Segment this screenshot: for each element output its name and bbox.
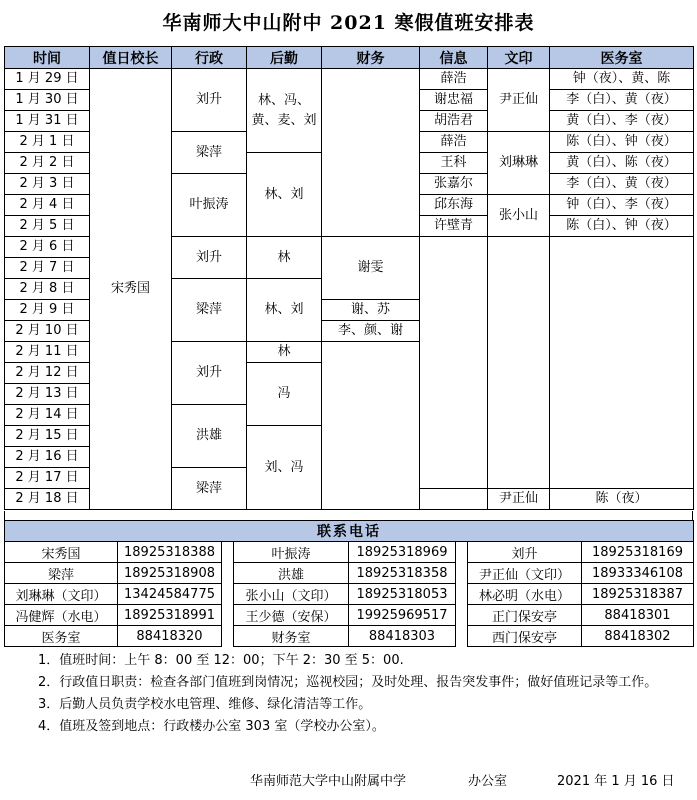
finance-cell: 谢、苏 [322,300,420,321]
finance-cell: 谢雯 [322,237,420,300]
contact-name: 西门保安亭 [468,626,582,647]
header-print: 文印 [488,47,550,69]
duty-table [4,46,694,510]
contact-row [5,542,694,563]
admin-cell: 刘升 [172,342,247,405]
medical-cell: 黄（白）、陈（夜） [550,153,694,174]
contact-name: 梁萍 [5,563,118,584]
principal-cell: 宋秀国 [90,69,172,510]
medical-cell-empty [550,237,694,489]
info-cell: 薛浩 [420,132,488,153]
date-cell: 2 月 3 日 [5,174,90,195]
print-cell: 尹正仙 [488,69,550,132]
logistics-cell: 林、刘 [247,279,322,342]
contact-name: 张小山（文印） [234,584,349,605]
page-title: 华南师大中山附中 2021 寒假值班安排表 [162,12,535,34]
date-cell: 2 月 15 日 [5,426,90,447]
date-cell: 2 月 4 日 [5,195,90,216]
contact-phone: 18925318387 [582,584,694,605]
contact-row [5,563,694,584]
date-cell: 2 月 14 日 [5,405,90,426]
date-cell: 1 月 31 日 [5,111,90,132]
contact-phone: 88418302 [582,626,694,647]
table-row [5,69,694,90]
info-cell: 王科 [420,153,488,174]
header-info: 信息 [420,47,488,69]
admin-cell: 叶振涛 [172,174,247,237]
print-cell: 刘琳琳 [488,132,550,195]
column-separator [222,584,234,605]
logistics-cell: 刘、冯 [247,426,322,510]
date-cell: 2 月 11 日 [5,342,90,363]
medical-cell: 黄（白）、李（夜） [550,111,694,132]
header-finance: 财务 [322,47,420,69]
footer-dept: 办公室 [468,774,508,789]
date-cell: 2 月 18 日 [5,489,90,510]
print-cell: 张小山 [488,195,550,237]
footer-org: 华南师范大学中山附属中学 [250,774,407,789]
contact-phone: 18925318991 [118,605,222,626]
note-item: 2．行政值日职责：检查各部门值班到岗情况；巡视校园；及时处理、报告突发事件；做好值班记录等工作。 [38,675,658,690]
info-cell: 薛浩 [420,69,488,90]
date-cell: 2 月 6 日 [5,237,90,258]
medical-cell: 李（白）、黄（夜） [550,174,694,195]
contact-name: 冯健辉（水电） [5,605,118,626]
medical-cell: 李（白）、黄（夜） [550,90,694,111]
contact-name: 刘琳琳（文印） [5,584,118,605]
contact-name: 医务室 [5,626,118,647]
section-gap [4,511,693,520]
date-cell: 2 月 17 日 [5,468,90,489]
column-separator [456,542,468,563]
contact-name: 洪雄 [234,563,349,584]
contact-row [5,626,694,647]
date-cell: 2 月 9 日 [5,300,90,321]
contact-phone: 88418303 [349,626,456,647]
medical-cell: 陈（夜） [550,489,694,510]
contact-phone: 18925318169 [582,542,694,563]
contact-phone: 18925318388 [118,542,222,563]
admin-cell: 梁萍 [172,468,247,510]
date-cell: 2 月 16 日 [5,447,90,468]
date-cell: 2 月 10 日 [5,321,90,342]
medical-cell: 陈（白）、钟（夜） [550,216,694,237]
contact-phone: 88418301 [582,605,694,626]
contact-name: 财务室 [234,626,349,647]
admin-cell: 洪雄 [172,405,247,468]
header-logistics: 后勤 [247,47,322,69]
column-separator [222,605,234,626]
note-item: 3．后勤人员负责学校水电管理、维修、绿化清洁等工作。 [38,697,372,712]
admin-cell: 梁萍 [172,279,247,342]
contact-name: 正门保安亭 [468,605,582,626]
date-cell: 2 月 7 日 [5,258,90,279]
contact-row [5,605,694,626]
contact-phone: 18925318358 [349,563,456,584]
column-separator [222,626,234,647]
contact-phone: 18933346108 [582,563,694,584]
admin-cell: 梁萍 [172,132,247,174]
contact-phone: 18925318908 [118,563,222,584]
column-separator [456,563,468,584]
notes-section [12,650,684,738]
note-item: 4．值班及签到地点：行政楼办公室 303 室（学校办公室）。 [38,719,385,734]
medical-cell: 钟（白）、李（夜） [550,195,694,216]
contact-name: 王少德（安保） [234,605,349,626]
date-cell: 2 月 5 日 [5,216,90,237]
footer-date: 2021 年 1 月 16 日 [557,774,675,789]
contacts-table [4,520,694,647]
contact-name: 叶振涛 [234,542,349,563]
header-row [5,47,694,69]
medical-cell: 钟（夜）、黄、陈 [550,69,694,90]
info-cell: 谢忠福 [420,90,488,111]
column-separator [222,563,234,584]
date-cell: 1 月 29 日 [5,69,90,90]
date-cell: 2 月 13 日 [5,384,90,405]
date-cell: 1 月 30 日 [5,90,90,111]
header-time: 时间 [5,47,90,69]
logistics-cell: 林、冯、黄、麦、刘 [247,69,322,153]
print-cell-empty [488,237,550,489]
info-cell: 张嘉尔 [420,174,488,195]
contacts-header-row [5,521,694,542]
admin-cell: 刘升 [172,69,247,132]
contact-name: 尹正仙（文印） [468,563,582,584]
info-cell: 许壁青 [420,216,488,237]
finance-cell: 李、颜、谢 [322,321,420,342]
contact-name: 刘升 [468,542,582,563]
contact-phone: 18925318969 [349,542,456,563]
contact-name: 林必明（水电） [468,584,582,605]
header-principal: 值日校长 [90,47,172,69]
finance-cell-empty [322,342,420,510]
column-separator [456,626,468,647]
medical-cell: 陈（白）、钟（夜） [550,132,694,153]
logistics-cell: 林 [247,342,322,363]
date-cell: 2 月 2 日 [5,153,90,174]
contact-phone: 18925318053 [349,584,456,605]
logistics-cell: 林、刘 [247,153,322,237]
contact-name: 宋秀国 [5,542,118,563]
contacts-title: 联系电话 [5,521,694,542]
contact-phone: 88418320 [118,626,222,647]
header-medical: 医务室 [550,47,694,69]
logistics-cell: 林 [247,237,322,279]
info-cell-empty [420,489,488,510]
logistics-cell: 冯 [247,363,322,426]
contact-row [5,584,694,605]
header-admin: 行政 [172,47,247,69]
column-separator [222,542,234,563]
contact-phone: 19925969517 [349,605,456,626]
date-cell: 2 月 8 日 [5,279,90,300]
info-cell: 邱东海 [420,195,488,216]
info-cell-empty [420,237,488,489]
info-cell: 胡浩君 [420,111,488,132]
contact-phone: 13424584775 [118,584,222,605]
date-cell: 2 月 1 日 [5,132,90,153]
print-cell: 尹正仙 [488,489,550,510]
column-separator [456,605,468,626]
column-separator [456,584,468,605]
date-cell: 2 月 12 日 [5,363,90,384]
note-item: 1．值班时间：上午 8：00 至 12：00；下午 2：30 至 5：00. [38,653,404,668]
finance-cell-empty [322,69,420,237]
admin-cell: 刘升 [172,237,247,279]
